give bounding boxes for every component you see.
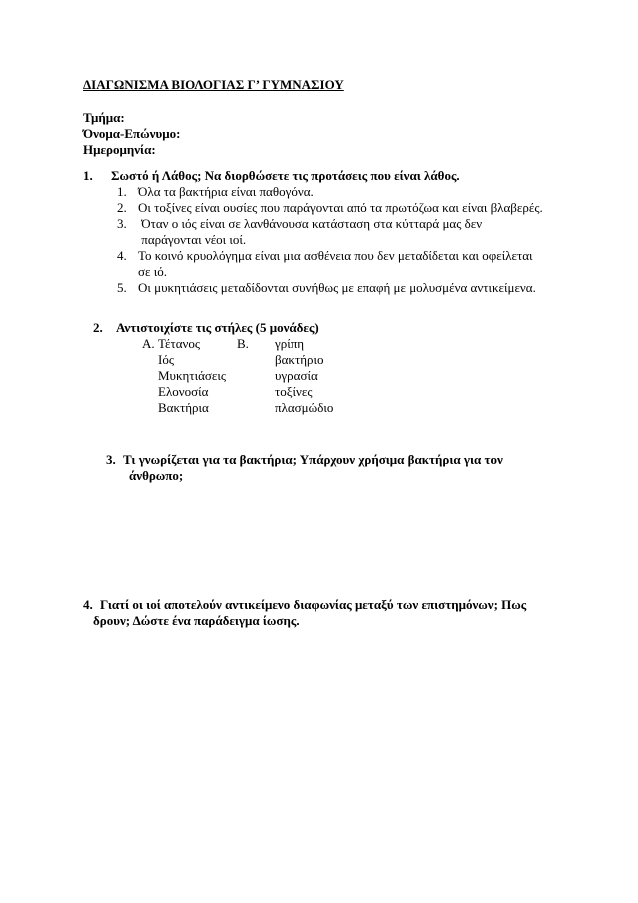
column-a-label: Α. [142, 336, 155, 351]
question-4-number: 4. [83, 597, 93, 612]
column-a-item-4: Ελονοσία [158, 384, 209, 399]
q1-item-4-text-line1: Το κοινό κρυολόγημα είναι μια ασθένεια που δεν μεταδίδεται και οφείλεται [138, 248, 533, 263]
q1-item-5-number: 5. [117, 280, 127, 295]
column-b-item-5: πλασμώδιο [275, 400, 334, 415]
column-b-item-3: υγρασία [275, 368, 318, 383]
q1-item-3-text-line2: παράγονται νέοι ιοί. [138, 232, 247, 247]
class-field-label: Τμήμα: [83, 110, 125, 125]
column-a-item-5: Βακτήρια [158, 400, 209, 415]
q1-item-2-number: 2. [117, 200, 127, 215]
column-b-item-4: τοξίνες [275, 384, 313, 399]
q1-item-4-text-line2: σε ιό. [138, 264, 167, 279]
q1-item-4-number: 4. [117, 248, 127, 263]
q1-item-3-number: 3. [117, 216, 127, 231]
document-title: ΔΙΑΓΩΝΙΣΜΑ ΒΙΟΛΟΓΙΑΣ Γ’ ΓΥΜΝΑΣΙΟΥ [83, 77, 344, 92]
column-b-item-2: βακτήριο [275, 352, 324, 367]
q1-item-1-number: 1. [117, 184, 127, 199]
name-field-label: Όνομα-Επώνυμο: [83, 126, 181, 141]
question-4-text-line2: δρουν; Δώστε ένα παράδειγμα ίωσης. [93, 613, 300, 628]
date-field-label: Ημερομηνία: [83, 142, 156, 157]
q1-item-3-text-line1: Όταν ο ιός είναι σε λανθάνουσα κατάσταση στα κύτταρά μας δεν [138, 216, 483, 231]
column-b-label: Β. [237, 336, 249, 351]
q1-item-1-text: Όλα τα βακτήρια είναι παθογόνα. [138, 184, 314, 199]
column-b-item-1: γρίπη [275, 336, 305, 351]
question-3-number: 3. [106, 452, 116, 467]
column-a-item-1: Τέτανος [158, 336, 201, 351]
question-2-number: 2. [93, 320, 103, 335]
column-a-item-3: Μυκητιάσεις [158, 368, 226, 383]
question-4-text-line1: Γιατί οι ιοί αποτελούν αντικείμενο διαφωνίας μεταξύ των επιστημόνων; Πως [100, 597, 527, 612]
column-a-item-2: Ιός [158, 352, 174, 367]
question-3-text-line2: άνθρωπο; [129, 468, 184, 483]
q1-item-2-text: Οι τοξίνες είναι ουσίες που παράγονται από τα πρωτόζωα και είναι βλαβερές. [138, 200, 543, 215]
q1-item-5-text: Οι μυκητιάσεις μεταδίδονται συνήθως με επαφή με μολυσμένα αντικείμενα. [138, 280, 536, 295]
question-1-heading: Σωστό ή Λάθος; Να διορθώσετε τις προτάσεις που είναι λάθος. [111, 168, 460, 183]
question-2-heading: Αντιστοιχίστε τις στήλες (5 μονάδες) [116, 320, 319, 335]
question-1-number: 1. [83, 168, 93, 183]
question-3-text-line1: Τι γνωρίζεται για τα βακτήρια; Υπάρχουν χρήσιμα βακτήρια για τον [123, 452, 503, 467]
